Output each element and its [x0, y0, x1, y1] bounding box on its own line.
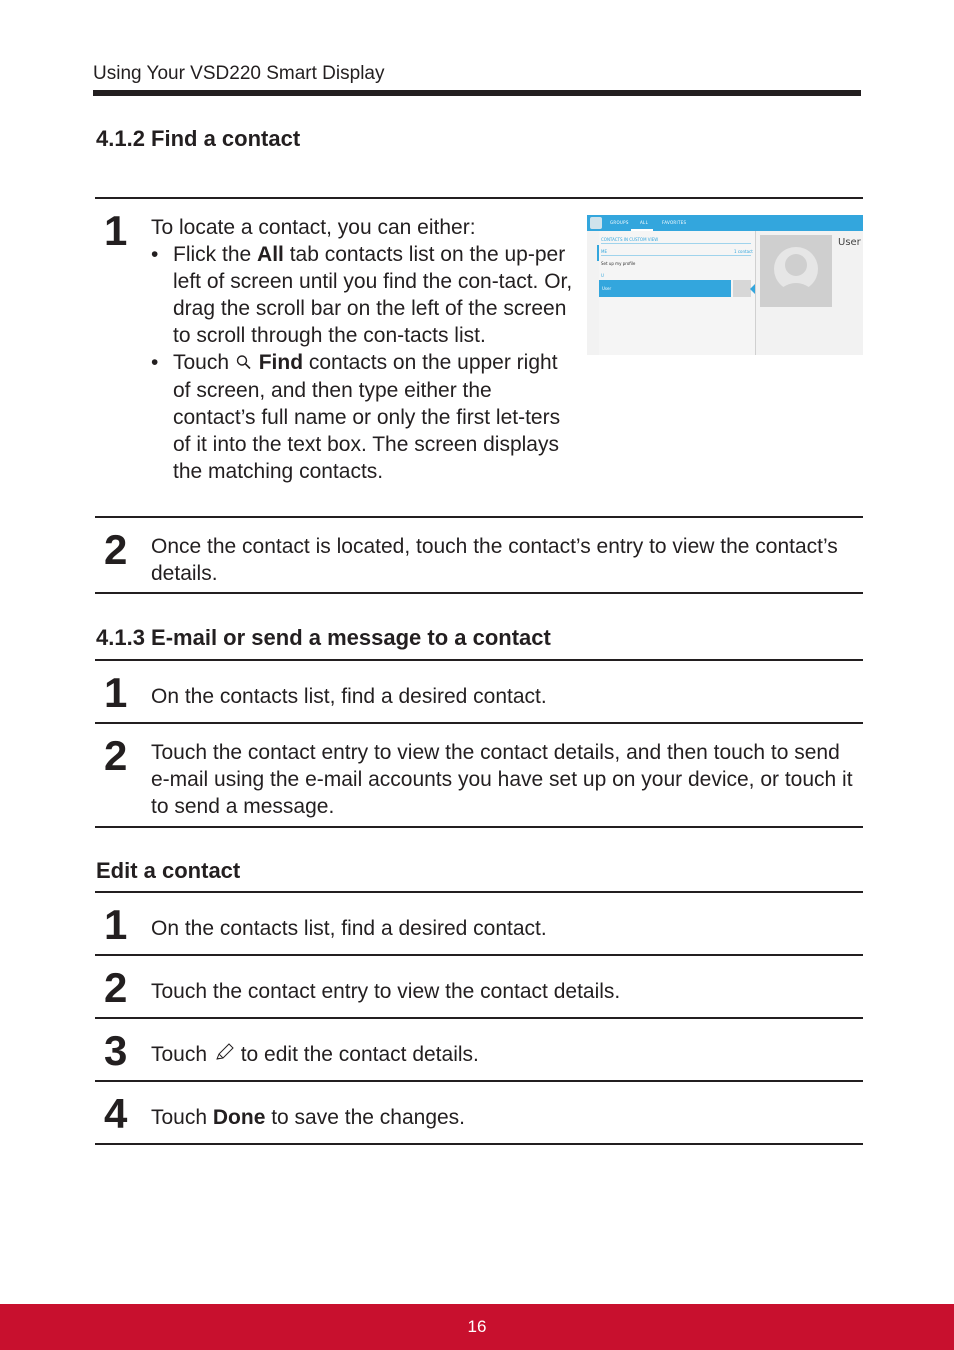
all-tab-label: All [257, 243, 284, 266]
letter-header: U [601, 273, 604, 278]
bullet-list [151, 241, 576, 485]
running-header: Using Your VSD220 Smart Display [93, 63, 385, 84]
scrollbar [597, 245, 599, 261]
section-heading-find-contact: 4.1.2 Find a contact [96, 126, 301, 151]
contacts-app-screenshot [587, 215, 863, 355]
section-heading-email-contact: 4.1.3 E-mail or send a message to a contact [96, 625, 551, 650]
step-text [151, 214, 576, 485]
find-label: Find [258, 351, 304, 374]
divider [95, 1143, 863, 1145]
divider [95, 1080, 863, 1082]
avatar [760, 235, 832, 307]
contact-detail-name: User [838, 237, 861, 248]
divider [95, 954, 863, 956]
step-number: 2 [104, 526, 128, 573]
tab-groups: GROUPS [610, 220, 629, 225]
divider [95, 722, 863, 724]
step-number: 1 [104, 669, 128, 716]
divider [95, 592, 863, 594]
divider [601, 255, 751, 256]
person-icon [760, 235, 832, 307]
page-number: 16 [467, 1317, 487, 1336]
tab-all: ALL [640, 220, 649, 225]
step-number: 3 [104, 1027, 128, 1074]
divider [95, 197, 863, 199]
contact-row-label: User [602, 286, 612, 291]
section-heading-edit-contact: Edit a contact [96, 858, 241, 883]
list-header: CONTACTS IN CUSTOM VIEW [601, 237, 659, 242]
contact-row-selected [599, 280, 731, 297]
app-action-bar [587, 215, 863, 231]
divider [95, 1017, 863, 1019]
step-number: 1 [104, 901, 128, 948]
step-number: 2 [104, 732, 128, 779]
step-text: On the contacts list, find a desired contact. [151, 685, 547, 708]
tab-favorites: FAVORITES [662, 220, 687, 225]
pane-divider [755, 231, 756, 355]
step-intro: To locate a contact, you can either: [151, 216, 476, 239]
divider [95, 516, 863, 518]
step-number: 4 [104, 1090, 128, 1137]
step-text: On the contacts list, find a desired contact. [151, 917, 547, 940]
step-text: Touch to edit the contact details. [151, 1041, 851, 1069]
step-text: Touch the contact entry to view the contact details, and then touch to send e-mail using the e-mail accounts you have set up on your device, or touch it to send a message. [151, 741, 853, 818]
search-icon [235, 350, 253, 377]
step-number: 1 [104, 207, 128, 254]
contact-row-photo [733, 280, 751, 297]
header-rule [93, 90, 861, 96]
bullet-item: • Flick the All tab contacts list on the up-per left of screen until you find the con-tact. Or, drag the scroll bar on the left of the screen to scroll through the con-tacts list. [151, 241, 576, 349]
done-label: Done [212, 1106, 266, 1129]
divider [601, 243, 751, 244]
step-text: Touch the contact entry to view the contact details. [151, 980, 621, 1003]
step-text: Once the contact is located, touch the contact’s entry to view the contact’s details. [151, 535, 838, 585]
step-text: Touch Done to save the changes. [151, 1106, 466, 1129]
bullet-item: • Touch Find contacts on the upper right of screen, and then type either the contact’s full name or only the first let-ters of it into the text box. The screen displays the matching contacts. [151, 349, 576, 485]
divider [95, 891, 863, 893]
pencil-icon [213, 1042, 235, 1069]
contacts-app-icon [590, 217, 602, 229]
divider [95, 826, 863, 828]
profile-label: Set up my profile [601, 261, 636, 266]
divider [95, 659, 863, 661]
me-label: ME [601, 249, 607, 254]
step-number: 2 [104, 964, 128, 1011]
contact-count: 1 contact [734, 249, 753, 254]
